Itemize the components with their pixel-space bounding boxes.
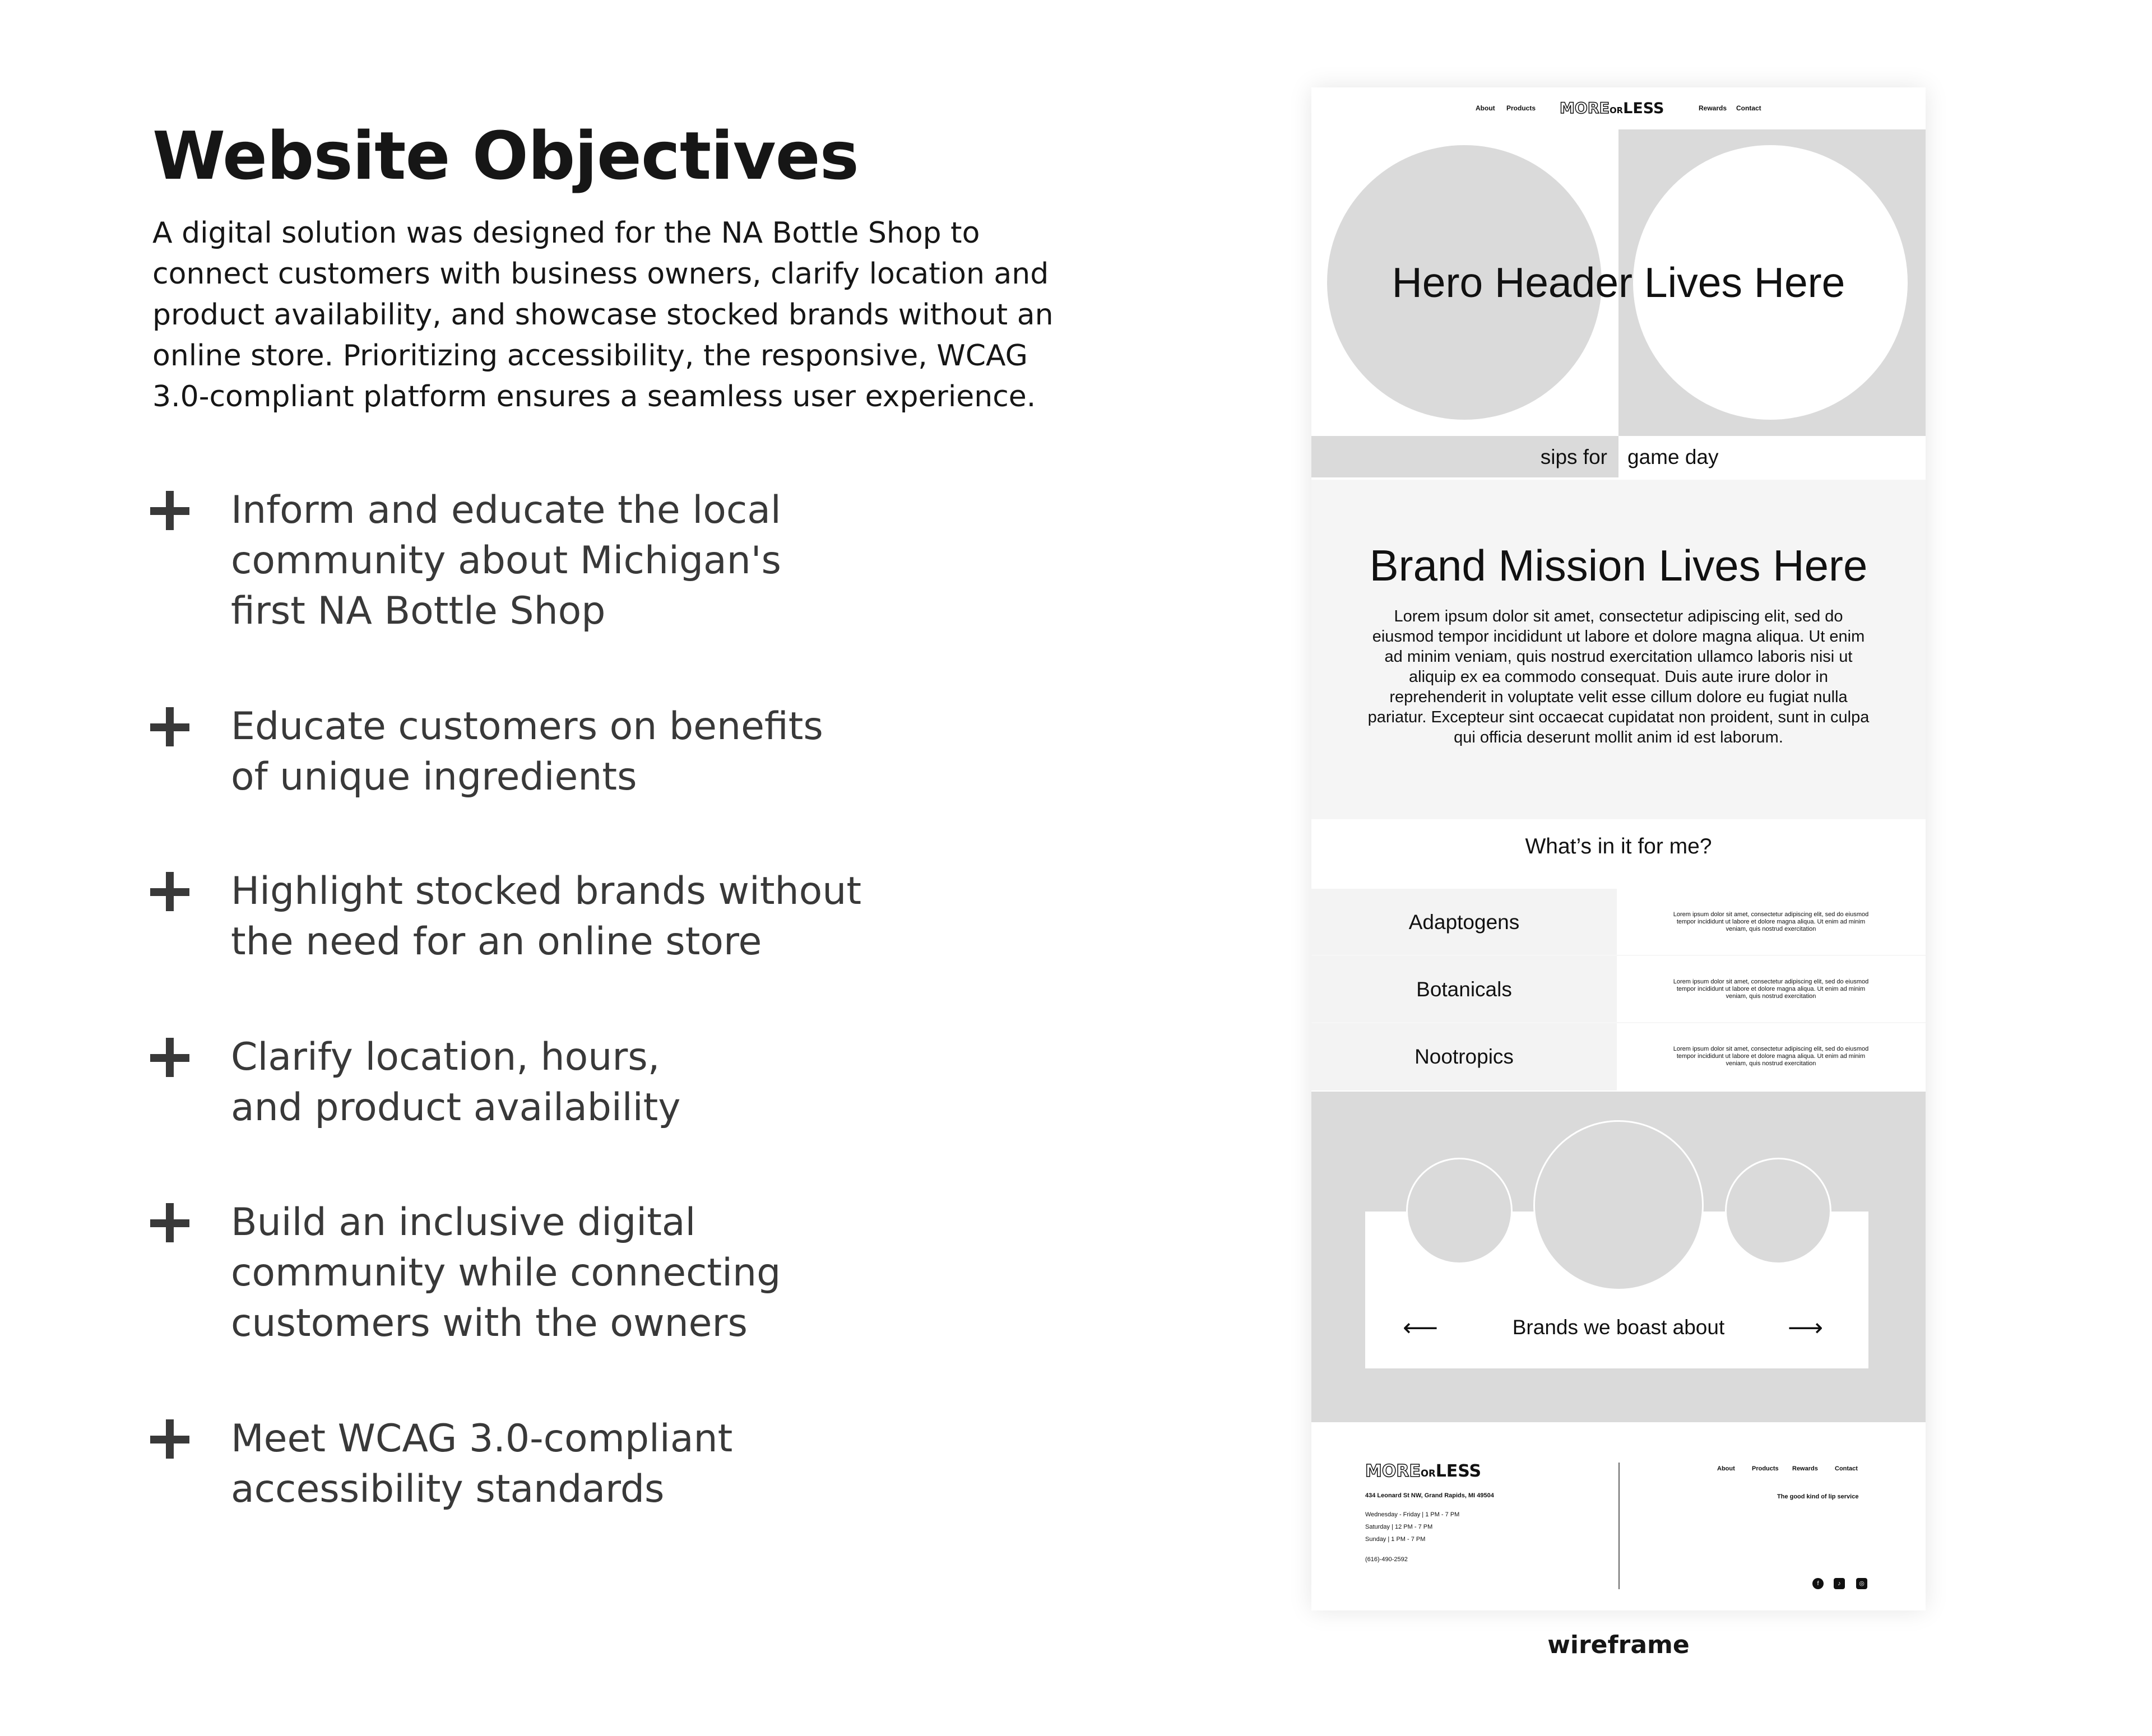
plus-icon: [150, 872, 191, 912]
wireframe-mockup: [1311, 87, 1926, 1610]
footer-nav-rewards[interactable]: Rewards: [1792, 1465, 1818, 1472]
benefit-row[interactable]: [1311, 956, 1926, 1023]
footer-divider: [1618, 1463, 1620, 1589]
benefits-heading: What’s in it for me?: [1525, 834, 1712, 858]
objective-text: Educate customers on benefits of unique ingredients: [231, 704, 823, 799]
brand-logo-placeholder[interactable]: [1533, 1120, 1704, 1291]
footer-logo[interactable]: MOREORLESS: [1365, 1461, 1482, 1481]
benefit-description: Lorem ipsum dolor sit amet, consectetur adipiscing elit, sed do eiusmod tempor incididunt ut labore et dolore magna aliqua. Ut enim ad minim veniam, quis nostrud exercitation: [1673, 978, 1869, 1000]
nav-about-link[interactable]: About: [1476, 104, 1495, 112]
footer-nav-products[interactable]: Products: [1752, 1465, 1779, 1472]
footer-address: 434 Leonard St NW, Grand Rapids, MI 49504: [1365, 1492, 1494, 1499]
plus-icon: [150, 491, 191, 531]
nav-logo[interactable]: MOREORLESS: [1560, 100, 1664, 117]
sips-label: sips for: [1540, 445, 1607, 468]
benefit-name: Adaptogens: [1311, 889, 1617, 956]
plus-icon: [150, 1203, 191, 1243]
footer-hours: Wednesday - Friday | 1 PM - 7 PM: [1365, 1511, 1460, 1518]
objective-text: Inform and educate the local community about Michigan's first NA Bottle Shop: [231, 488, 781, 633]
wireframe-caption: wireframe: [1547, 1631, 1690, 1659]
objective-text: Clarify location, hours, and product availability: [231, 1035, 681, 1130]
footer-hours: Saturday | 12 PM - 7 PM: [1365, 1524, 1433, 1530]
carousel-next-arrow[interactable]: ⟶: [1788, 1314, 1824, 1342]
brands-label: Brands we boast about: [1512, 1316, 1725, 1339]
footer-nav-contact[interactable]: Contact: [1835, 1465, 1858, 1472]
sips-value: game day: [1627, 445, 1719, 468]
intro-paragraph: A digital solution was designed for the NA Bottle Shop to connect customers with business owners, clarify location and product availability, and showcase stocked brands without an online store. Prioritizing accessibility, the responsive, WCAG 3.0-compliant platform ensures a seamless user experience.: [152, 216, 1054, 414]
footer-phone[interactable]: (616)-490-2592: [1365, 1556, 1408, 1563]
nav-products-link[interactable]: Products: [1506, 104, 1536, 112]
benefit-description: Lorem ipsum dolor sit amet, consectetur adipiscing elit, sed do eiusmod tempor incididunt ut labore et dolore magna aliqua. Ut enim ad minim veniam, quis nostrud exercitation: [1673, 911, 1869, 932]
benefit-row[interactable]: [1311, 1023, 1926, 1090]
wireframe-nav: [1311, 87, 1926, 129]
facebook-icon[interactable]: f: [1812, 1578, 1824, 1589]
mission-title: Brand Mission Lives Here: [1369, 541, 1868, 590]
page-title: Website Objectives: [152, 117, 859, 194]
tiktok-icon[interactable]: ♪: [1834, 1578, 1845, 1589]
plus-icon: [150, 1419, 191, 1460]
brand-logo-placeholder[interactable]: [1406, 1158, 1513, 1264]
footer-hours: Sunday | 1 PM - 7 PM: [1365, 1536, 1426, 1543]
objective-text: Meet WCAG 3.0-compliant accessibility standards: [231, 1417, 733, 1511]
brand-logo-placeholder[interactable]: [1725, 1158, 1831, 1264]
carousel-prev-arrow[interactable]: ⟵: [1403, 1314, 1439, 1342]
benefit-row[interactable]: [1311, 889, 1926, 956]
nav-contact-link[interactable]: Contact: [1736, 104, 1761, 112]
mission-body: Lorem ipsum dolor sit amet, consectetur adipiscing elit, sed do eiusmod tempor incididunt ut labore et dolore magna aliqua. Ut enim ad minim veniam, quis nostrud exercitation ullamco laboris nisi ut aliquip ex ea commodo consequat. Duis aute irure dolor in reprehenderit in voluptate velit esse cillum dolore eu fugiat nulla pariatur. Excepteur sint occaecat cupidatat non proident, sunt in culpa qui officia deserunt mollit anim id est laborum.: [1367, 607, 1870, 746]
benefit-name: Nootropics: [1311, 1023, 1617, 1090]
objective-text: Build an inclusive digital community while connecting customers with the owners: [231, 1200, 781, 1345]
nav-rewards-link[interactable]: Rewards: [1699, 104, 1727, 112]
footer-nav-about[interactable]: About: [1717, 1465, 1735, 1472]
hero-title: Hero Header Lives Here: [1392, 259, 1845, 306]
plus-icon: [150, 1038, 191, 1078]
objective-text: Highlight stocked brands without the need for an online store: [231, 869, 861, 964]
plus-icon: [150, 707, 191, 748]
benefit-description: Lorem ipsum dolor sit amet, consectetur adipiscing elit, sed do eiusmod tempor incididunt ut labore et dolore magna aliqua. Ut enim ad minim veniam, quis nostrud exercitation: [1673, 1046, 1869, 1067]
benefit-name: Botanicals: [1311, 956, 1617, 1023]
instagram-icon[interactable]: ◎: [1856, 1578, 1867, 1589]
footer-tagline: The good kind of lip service: [1777, 1493, 1859, 1500]
